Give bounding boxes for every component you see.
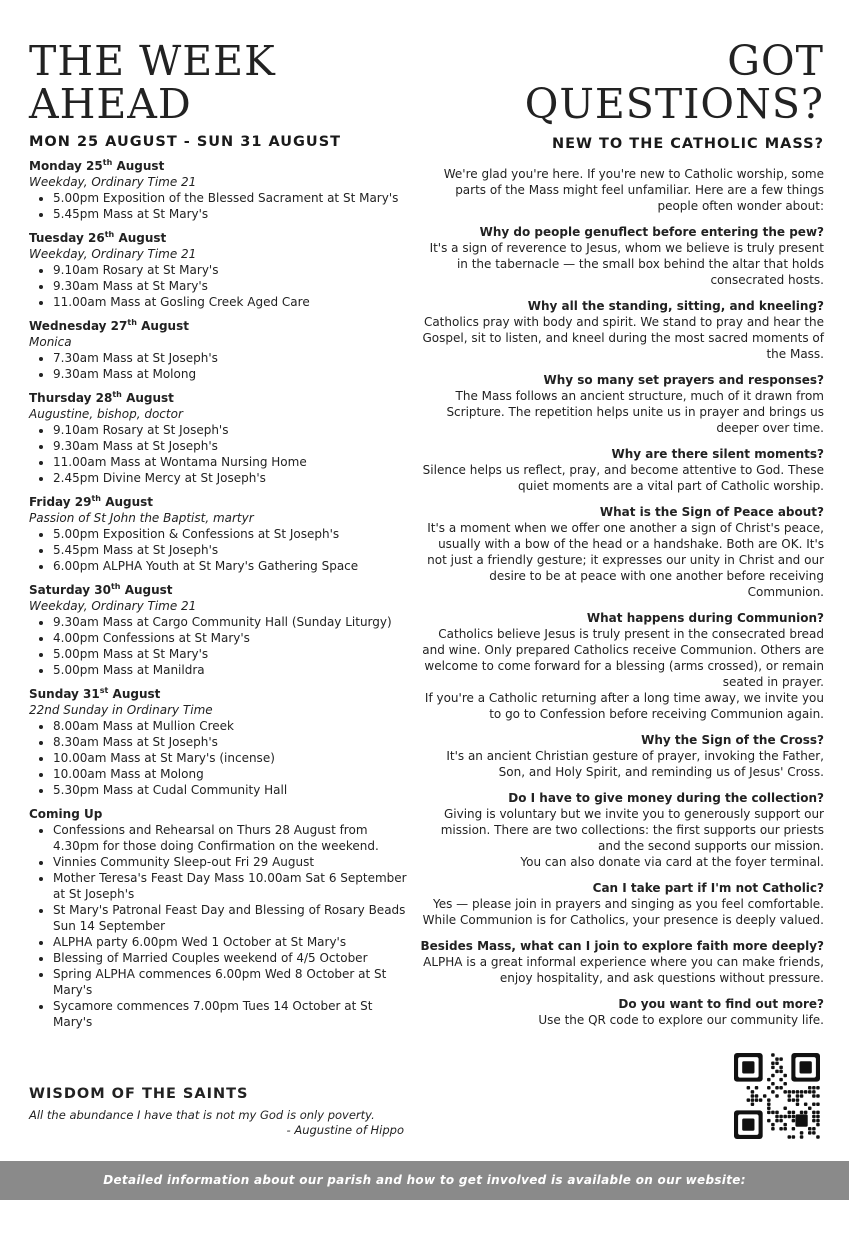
faq-item xyxy=(419,504,824,600)
event-item: • 9.30am Mass at Molong xyxy=(53,366,414,382)
day-block xyxy=(29,494,414,574)
faq-answer: It's a sign of reverence to Jesus, whom we believe is truly present in the tabernacle — the small box behind the altar that holds consecrated hosts. xyxy=(429,241,824,287)
faq-question: Can I take part if I'm not Catholic? xyxy=(592,881,824,895)
week-ahead-column xyxy=(29,37,414,1030)
saints-heading: WISDOM OF THE SAINTS xyxy=(29,1086,249,1102)
faq-item xyxy=(419,996,824,1028)
faq-item xyxy=(419,224,824,288)
faq-answer: Catholics believe Jesus is truly present in the consecrated bread and wine. Only prepared Catholics receive Communion. Others are welcome to come forward for a blessing (arms crossed), or remain seated in prayer. xyxy=(422,627,824,689)
feast-label: Passion of St John the Baptist, martyr xyxy=(29,511,254,525)
faq-item xyxy=(419,446,824,494)
day-block xyxy=(29,158,414,222)
faq-answer: Giving is voluntary but we invite you to generously support our mission. There are two collections: the first supports our priests and the second supports our mission. xyxy=(440,807,824,853)
day-name: Thursday 28th August xyxy=(29,390,174,405)
faq-answer: The Mass follows an ancient structure, much of it drawn from Scripture. The repetition helps unite us in prayer and brings us deeper over time. xyxy=(446,389,824,435)
faq-item xyxy=(419,610,824,722)
event-item: • 5.30pm Mass at Cudal Community Hall xyxy=(53,782,414,798)
wisdom-of-saints xyxy=(29,1086,404,1138)
faq-item xyxy=(419,880,824,928)
faq-item xyxy=(419,298,824,362)
coming-up-item: • Sycamore commences 7.00pm Tues 14 October at St Mary's xyxy=(53,998,414,1030)
faq-question: Why so many set prayers and responses? xyxy=(543,373,824,387)
event-list xyxy=(29,190,414,222)
day-name: Wednesday 27th August xyxy=(29,318,189,333)
day-block xyxy=(29,582,414,678)
faq-item xyxy=(419,938,824,986)
quote-text: All the abundance I have that is not my God is only poverty. xyxy=(29,1108,375,1122)
faq-question: Why are there silent moments? xyxy=(611,447,824,461)
event-item: • 4.00pm Confessions at St Mary's xyxy=(53,630,414,646)
feast-label: Monica xyxy=(29,335,72,349)
event-list xyxy=(29,718,414,798)
day-name: Friday 29th August xyxy=(29,494,154,509)
event-item: • 2.45pm Divine Mercy at St Joseph's xyxy=(53,470,414,486)
event-item: • 6.00pm ALPHA Youth at St Mary's Gathering Space xyxy=(53,558,414,574)
new-to-mass-heading: NEW TO THE CATHOLIC MASS? xyxy=(551,136,824,152)
feast-label: Weekday, Ordinary Time 21 xyxy=(29,175,197,189)
faq-question: What happens during Communion? xyxy=(586,611,824,625)
faq-question: Why the Sign of the Cross? xyxy=(641,733,824,747)
event-item: • 10.00am Mass at Molong xyxy=(53,766,414,782)
quote-author: - Augustine of Hippo xyxy=(286,1123,404,1137)
schedule-list xyxy=(29,158,414,798)
coming-up-title: Coming Up xyxy=(29,807,103,821)
faq-list xyxy=(419,224,824,1028)
faq-question: Besides Mass, what can I join to explore faith more deeply? xyxy=(420,939,824,953)
event-item: • 9.30am Mass at Cargo Community Hall (Sunday Liturgy) xyxy=(53,614,414,630)
event-item: • 5.00pm Mass at Manildra xyxy=(53,662,414,678)
faq-answer: Silence helps us reflect, pray, and become attentive to God. These quiet moments are a vital part of Catholic worship. xyxy=(422,463,824,493)
coming-up-item: • Spring ALPHA commences 6.00pm Wed 8 October at St Mary's xyxy=(53,966,414,998)
event-item: • 5.00pm Exposition of the Blessed Sacrament at St Mary's xyxy=(53,190,414,206)
event-item: • 7.30am Mass at St Joseph's xyxy=(53,350,414,366)
event-item: • 8.30am Mass at St Joseph's xyxy=(53,734,414,750)
coming-up-list xyxy=(29,822,414,1030)
intro-text: We're glad you're here. If you're new to Catholic worship, some parts of the Mass might feel unfamiliar. Here are a few things people often wonder about: xyxy=(443,167,824,213)
got-questions-column xyxy=(419,37,824,1028)
event-item: • 5.45pm Mass at St Joseph's xyxy=(53,542,414,558)
website-footer[interactable]: Detailed information about our parish and how to get involved is available on our website: bathurst.catholic.org.au/orange xyxy=(0,1161,849,1200)
faq-answer: ALPHA is a great informal experience where you can make friends, enjoy hospitality, and ask questions without pressure. xyxy=(423,955,824,985)
event-item: • 8.00am Mass at Mullion Creek xyxy=(53,718,414,734)
faq-answer: Use the QR code to explore our community life. xyxy=(538,1013,824,1027)
faq-answer-extra: You can also donate via card at the foyer terminal. xyxy=(520,855,824,869)
faq-question: Why all the standing, sitting, and kneeling? xyxy=(527,299,824,313)
faq-question: Why do people genuflect before entering the pew? xyxy=(479,225,824,239)
faq-question: What is the Sign of Peace about? xyxy=(599,505,824,519)
event-list xyxy=(29,262,414,310)
faq-answer: It's an ancient Christian gesture of prayer, invoking the Father, Son, and Holy Spirit, and reminding us of Jesus' Cross. xyxy=(446,749,824,779)
coming-up-item: • Confessions and Rehearsal on Thurs 28 August from 4.30pm for those doing Confirmation on the weekend. xyxy=(53,822,414,854)
week-ahead-title: THE WEEK AHEAD xyxy=(29,37,276,128)
event-item: • 11.00am Mass at Gosling Creek Aged Care xyxy=(53,294,414,310)
event-item: • 9.30am Mass at St Mary's xyxy=(53,278,414,294)
day-block xyxy=(29,686,414,798)
event-list xyxy=(29,614,414,678)
coming-up-item: • Mother Teresa's Feast Day Mass 10.00am Sat 6 September at St Joseph's xyxy=(53,870,414,902)
date-range-heading: MON 25 AUGUST - SUN 31 AUGUST xyxy=(29,134,342,150)
qr-code-graphic xyxy=(734,1053,820,1139)
coming-up-item: • Vinnies Community Sleep-out Fri 29 August xyxy=(53,854,414,870)
got-questions-title: GOT QUESTIONS? xyxy=(524,37,824,128)
coming-up-item: • St Mary's Patronal Feast Day and Blessing of Rosary Beads Sun 14 September xyxy=(53,902,414,934)
event-item: • 5.00pm Exposition & Confessions at St Joseph's xyxy=(53,526,414,542)
faq-item xyxy=(419,790,824,870)
coming-up-item: • Blessing of Married Couples weekend of 4/5 October xyxy=(53,950,414,966)
event-item: • 9.30am Mass at St Joseph's xyxy=(53,438,414,454)
faq-item xyxy=(419,732,824,780)
day-name: Saturday 30th August xyxy=(29,582,173,597)
faq-item xyxy=(419,372,824,436)
event-item: • 5.00pm Mass at St Mary's xyxy=(53,646,414,662)
event-list xyxy=(29,422,414,486)
coming-up-section xyxy=(29,806,414,1030)
faq-answer-extra: If you're a Catholic returning after a long time away, we invite you to go to Confession before receiving Communion again. xyxy=(424,691,824,721)
feast-label: Augustine, bishop, doctor xyxy=(29,407,183,421)
day-name: Tuesday 26th August xyxy=(29,230,167,245)
faq-answer: Catholics pray with body and spirit. We stand to pray and hear the Gospel, sit to listen, and kneel during the most sacred moments of the Mass. xyxy=(422,315,824,361)
day-block xyxy=(29,390,414,486)
day-name: Sunday 31st August xyxy=(29,686,161,701)
event-item: • 9.10am Rosary at St Joseph's xyxy=(53,422,414,438)
saint-quote xyxy=(29,1108,404,1138)
day-block xyxy=(29,318,414,382)
event-item: • 11.00am Mass at Wontama Nursing Home xyxy=(53,454,414,470)
faq-question: Do you want to find out more? xyxy=(618,997,824,1011)
feast-label: Weekday, Ordinary Time 21 xyxy=(29,247,197,261)
event-list xyxy=(29,350,414,382)
faq-answer: It's a moment when we offer one another a sign of Christ's peace, usually with a bow of the head or a handshake. Both are OK. It's not just a friendly gesture; it expresses our unity in Christ and our desire to be at peace with one another before receiving Communion. xyxy=(427,521,824,599)
feast-label: 22nd Sunday in Ordinary Time xyxy=(29,703,213,717)
day-block xyxy=(29,230,414,310)
day-name: Monday 25th August xyxy=(29,158,165,173)
qr-code-icon[interactable] xyxy=(734,1053,820,1139)
event-item: • 10.00am Mass at St Mary's (incense) xyxy=(53,750,414,766)
event-item: • 9.10am Rosary at St Mary's xyxy=(53,262,414,278)
event-list xyxy=(29,526,414,574)
event-item: • 5.45pm Mass at St Mary's xyxy=(53,206,414,222)
faq-answer: Yes — please join in prayers and singing as you feel comfortable. While Communion is for Catholics, your presence is deeply valued. xyxy=(422,897,824,927)
faq-question: Do I have to give money during the collection? xyxy=(508,791,824,805)
coming-up-item: • ALPHA party 6.00pm Wed 1 October at St Mary's xyxy=(53,934,414,950)
feast-label: Weekday, Ordinary Time 21 xyxy=(29,599,197,613)
